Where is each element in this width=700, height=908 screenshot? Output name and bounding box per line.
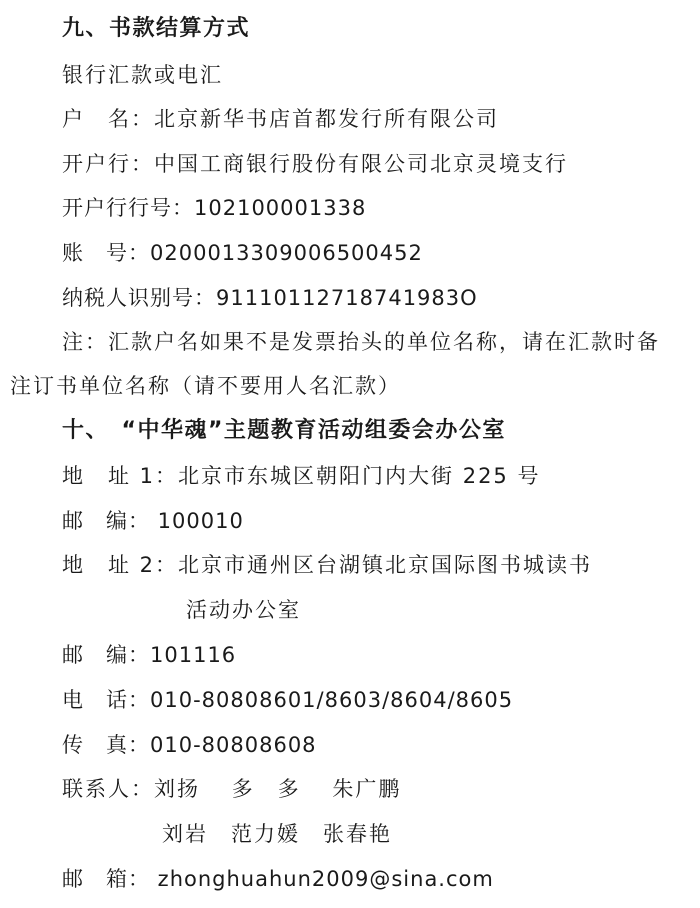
postcode-1: 邮 编： 100010: [62, 509, 244, 533]
phone: 电 话：010-80808601/8603/8604/8605: [62, 688, 514, 712]
payment-note-line-2: 注订书单位名称（请不要用人名汇款）: [10, 374, 401, 398]
section-10-heading: 十、 “中华魂”主题教育活动组委会办公室: [62, 418, 506, 443]
bank-number: 开户行行号：102100001338: [62, 196, 367, 220]
fax: 传 真：010-80808608: [62, 733, 317, 757]
payment-note-line-1: 注：汇款户名如果不是发票抬头的单位名称，请在汇款时备: [62, 330, 660, 354]
address-2-line-1: 地 址 2：北京市通州区台湖镇北京国际图书城读书: [62, 553, 593, 577]
contacts-line-1: 联系人：刘扬 多 多 朱广鹏: [62, 777, 402, 801]
payment-method: 银行汇款或电汇: [62, 63, 223, 87]
section-9-heading: 九、书款结算方式: [62, 16, 251, 41]
tax-id: 纳税人识别号：91110112718741983O: [62, 286, 478, 310]
postcode-2: 邮 编：101116: [62, 643, 237, 667]
address-2-line-2: 活动办公室: [186, 598, 301, 622]
account-name: 户 名：北京新华书店首都发行所有限公司: [62, 107, 499, 131]
contacts-line-2: 刘岩 范力媛 张春艳: [162, 822, 392, 846]
email: 邮 箱： zhonghuahun2009@sina.com: [62, 867, 494, 891]
address-1: 地 址 1：北京市东城区朝阳门内大街 225 号: [62, 464, 541, 488]
bank-name: 开户行：中国工商银行股份有限公司北京灵境支行: [62, 152, 568, 176]
account-number: 账 号：0200013309006500452: [62, 241, 423, 265]
